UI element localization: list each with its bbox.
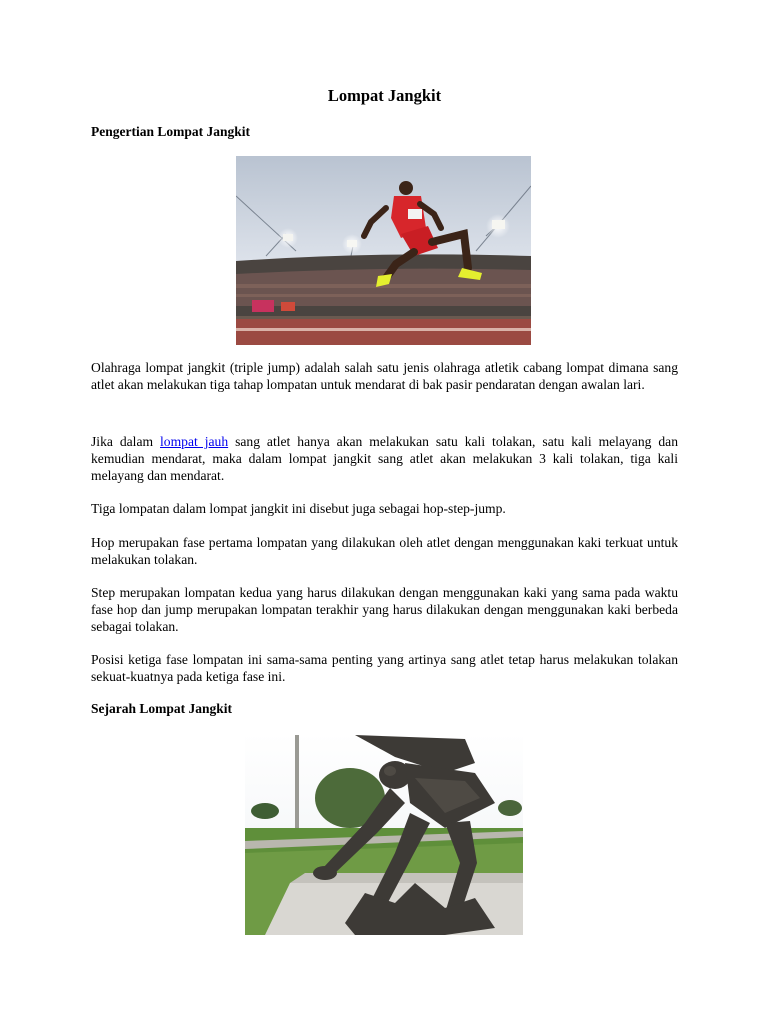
paragraph-hop: Hop merupakan fase pertama lompatan yang dilakukan oleh atlet dengan menggunakan kaki terkuat untuk melakukan tolakan. [91, 535, 678, 567]
paragraph-step-jump: Step merupakan lompatan kedua yang harus dilakukan dengan menggunakan kaki yang sama pada waktu fase hop dan jump merupakan lompatan terakhir yang harus dilakukan dengan menggunakan kaki berbeda sebagai tolakan. [91, 585, 678, 634]
paragraph-comparison-end: sang atlet hanya akan melakukan satu kali tolakan, satu kali melayang dan kemudian mendarat, maka dalam lompat jangkit sang atlet akan melakukan 3 kali tolakan, tiga kali melayang dan mendarat. [91, 434, 678, 483]
triple-jump-statue-photo [245, 733, 523, 935]
page-title: Lompat Jangkit [327, 86, 442, 105]
paragraph-definition: Olahraga lompat jangkit (triple jump) adalah salah satu jenis olahraga atletik cabang lompat dimana sang atlet akan melakukan tiga tahap lompatan untuk mendarat di bak pasir pendaratan dengan awalan lari. [91, 360, 678, 392]
triple-jump-athlete-photo [236, 156, 531, 345]
document-page [91, 0, 678, 1024]
paragraph-phases: Posisi ketiga fase lompatan ini sama-sama penting yang artinya sang atlet tetap harus melakukan tolakan sekuat-kuatnya pada ketiga fase ini. [91, 652, 678, 684]
paragraph-comparison [91, 433, 678, 484]
heading-history: Sejarah Lompat Jangkit [91, 701, 233, 716]
paragraph-comparison-start: Jika dalam [91, 434, 161, 449]
paragraph-hop-step-jump: Tiga lompatan dalam lompat jangkit ini disebut juga sebagai hop-step-jump. [91, 501, 506, 516]
heading-definition: Pengertian Lompat Jangkit [91, 124, 251, 139]
lompat-jauh-link[interactable]: lompat jauh [160, 434, 229, 449]
